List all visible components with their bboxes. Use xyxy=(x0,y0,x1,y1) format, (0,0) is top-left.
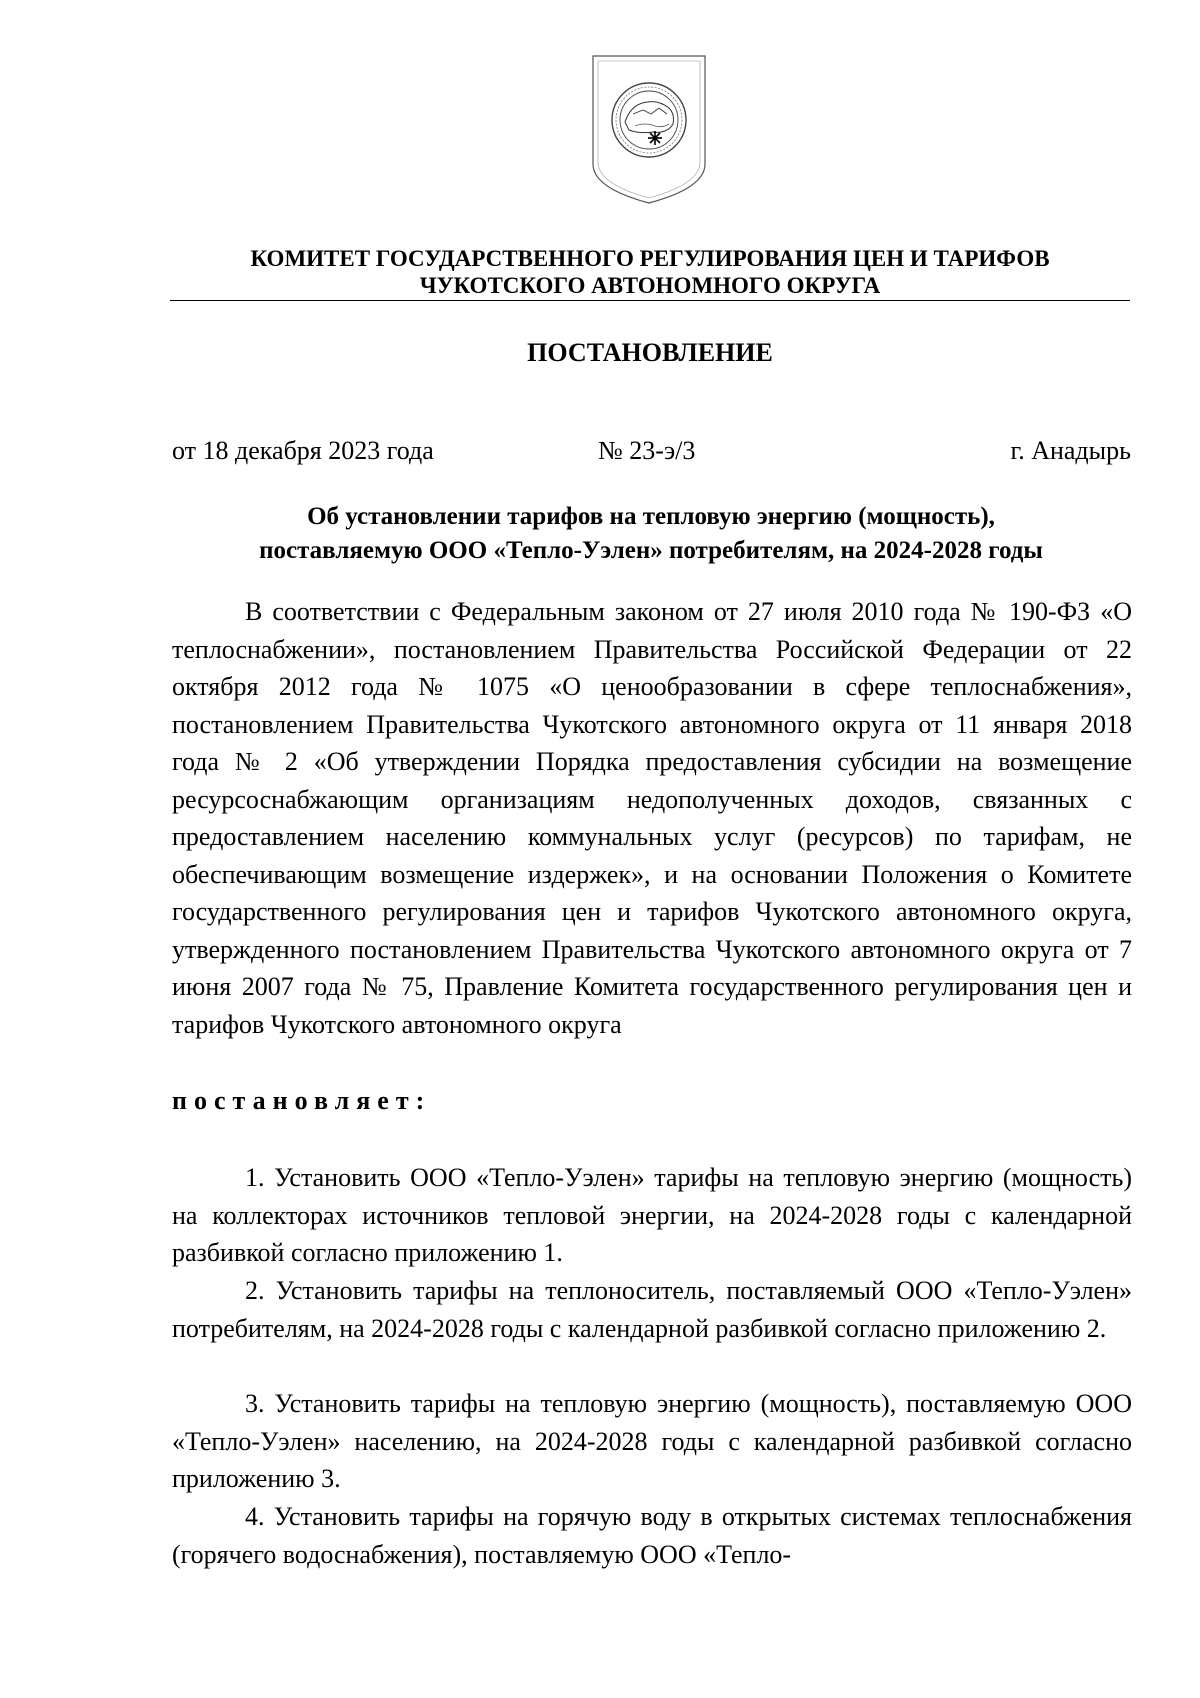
clause-2: 2. Установить тарифы на теплоноситель, поставляемый ООО «Тепло-Уэлен» потребителям, на 2024-2028 годы с календарной разбивкой согласно приложению 2. xyxy=(172,1276,1132,1343)
clause-4: 4. Установить тарифы на горячую воду в открытых системах теплоснабжения (горячего водоснабжения), поставляемую ООО «Тепло- xyxy=(172,1502,1132,1569)
chukotka-coat-of-arms-icon xyxy=(589,52,709,207)
organization-name-line-2: ЧУКОТСКОГО АВТОНОМНОГО ОКРУГА xyxy=(419,273,881,298)
document-number: № 23-э/3 xyxy=(598,436,696,465)
organization-name-line-1: КОМИТЕТ ГОСУДАРСТВЕННОГО РЕГУЛИРОВАНИЯ ЦЕН И ТАРИФОВ xyxy=(250,246,1050,271)
document-type: ПОСТАНОВЛЕНИЕ xyxy=(527,338,773,367)
document-title-line-2: поставляемую ООО «Тепло-Уэлен» потребителям, на 2024-2028 годы xyxy=(259,537,1043,564)
document-title-line-1: Об установлении тарифов на тепловую энергию (мощность), xyxy=(307,503,995,530)
clause-3: 3. Установить тарифы на тепловую энергию (мощность), поставляемую ООО «Тепло-Уэлен» населению, на 2024-2028 годы с календарной разбивкой согласно приложению 3. xyxy=(172,1389,1132,1493)
document-city: г. Анадырь xyxy=(1010,436,1131,465)
clause-1: 1. Установить ООО «Тепло-Уэлен» тарифы на тепловую энергию (мощность) на коллекторах источников тепловой энергии, на 2024-2028 годы с календарной разбивкой согласно приложению 1. xyxy=(172,1163,1132,1267)
document-date: от 18 декабря 2023 года xyxy=(172,436,434,465)
header-divider xyxy=(170,300,1130,301)
resolves-word: постановляет: xyxy=(172,1086,432,1115)
preamble-paragraph: В соответствии с Федеральным законом от 27 июля 2010 года № 190-ФЗ «О теплоснабжении», постановлением Правительства Российской Федерации от 22 октября 2012 года № 1075 «О ценообразовании в сфере теплоснабжения», постановлением Правительства Чукотского автономного округа от 11 января 2018 года № 2 «Об утверждении Порядка предоставления субсидии на возмещение ресурсоснабжающим организациям недополученных доходов, связанных с предоставлением населению коммунальных услуг (ресурсов) по тарифам, не обеспечивающим возмещение издержек», и на основании Положения о Комитете государственного регулирования цен и тарифов Чукотского автономного округа, утвержденного постановлением Правительства Чукотского автономного округа от 7 июня 2007 года № 75, Правление Комитета государственного регулирования цен и тарифов Чукотского автономного округа xyxy=(172,597,1132,1039)
